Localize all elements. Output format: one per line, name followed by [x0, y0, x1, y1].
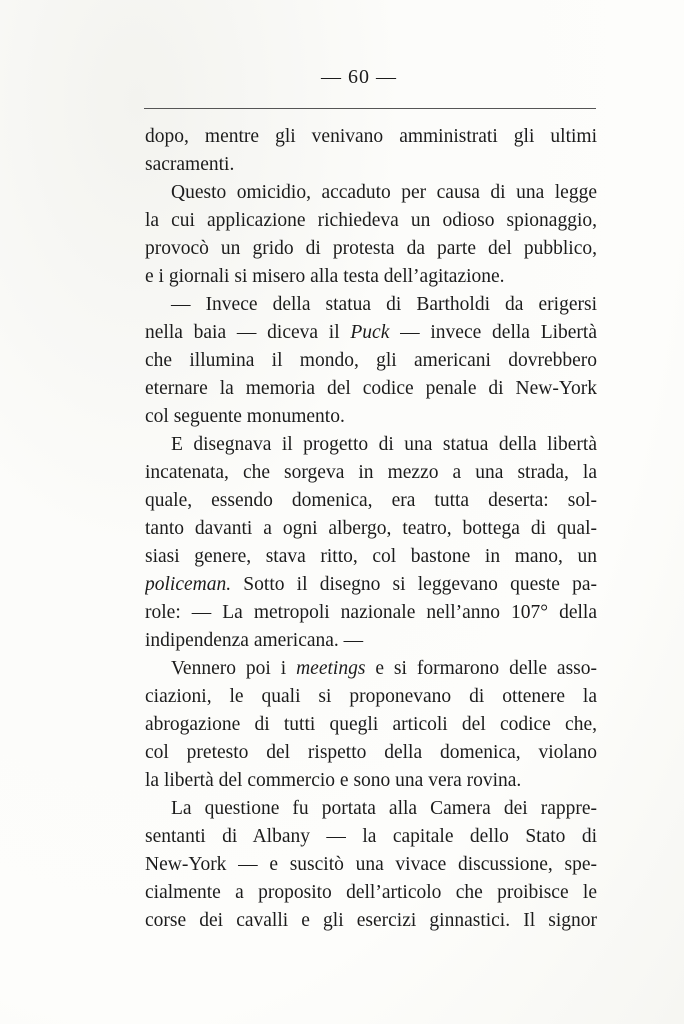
italic-term: Puck: [350, 322, 390, 343]
text-line: E disegnava il progetto di una statua della libertà: [171, 434, 597, 455]
text-line: role: — La metropoli nazionale nell’anno 107° della: [145, 602, 597, 623]
text-line: siasi genere, stava ritto, col bastone in mano, un: [145, 546, 597, 567]
text-line: che illumina il mondo, gli americani dovrebbero: [145, 350, 597, 371]
text-line: incatenata, che sorgeva in mezzo a una strada, la: [145, 462, 597, 483]
text-line: indipendenza americana. —: [145, 630, 364, 651]
text-line: New-York — e suscitò una vivace discussione, spe-: [145, 854, 597, 875]
text-line: La questione fu portata alla Camera dei rappre-: [171, 798, 597, 819]
text-line: Questo omicidio, accaduto per causa di una legge: [171, 182, 597, 203]
text-line: provocò un grido di protesta da parte del pubblico,: [145, 238, 597, 259]
text-line: la cui applicazione richiedeva un odioso spionaggio,: [145, 210, 597, 231]
text-line: col seguente monumento.: [145, 406, 345, 427]
body-text: [145, 123, 597, 935]
text-line: cialmente a proposito dell’articolo che proibisce le: [145, 882, 597, 903]
text-line: tanto davanti a ogni albergo, teatro, bottega di qual-: [145, 518, 597, 539]
text-line: col pretesto del rispetto della domenica, violano: [145, 742, 597, 763]
text-line: ciazioni, le quali si proponevano di ottenere la: [145, 686, 597, 707]
text-line: Vennero poi i meetings e si formarono delle asso-: [171, 658, 597, 679]
text-line: nella baia — diceva il Puck — invece della Libertà: [145, 322, 597, 343]
page-number: — 60 —: [321, 66, 397, 88]
text-line: dopo, mentre gli venivano amministrati gli ultimi: [145, 126, 597, 147]
text-line: sentanti di Albany — la capitale dello Stato di: [145, 826, 597, 847]
italic-term: policeman.: [145, 574, 232, 595]
text-line: — Invece della statua di Bartholdi da erigersi: [171, 294, 597, 315]
text-line: policeman. Sotto il disegno si leggevano queste pa-: [145, 574, 597, 595]
text-line: abrogazione di tutti quegli articoli del codice che,: [145, 714, 597, 735]
text-line: e i giornali si misero alla testa dell’agitazione.: [145, 266, 505, 287]
header-rule: [144, 108, 596, 109]
text-line: quale, essendo domenica, era tutta deserta: sol-: [145, 490, 597, 511]
text-line: sacramenti.: [145, 154, 235, 175]
text-line: la libertà del commercio e sono una vera rovina.: [145, 770, 522, 791]
text-line: eternare la memoria del codice penale di New-York: [145, 378, 597, 399]
text-line: corse dei cavalli e gli esercizi ginnastici. Il signor: [145, 910, 597, 931]
italic-term: meetings: [296, 658, 366, 679]
